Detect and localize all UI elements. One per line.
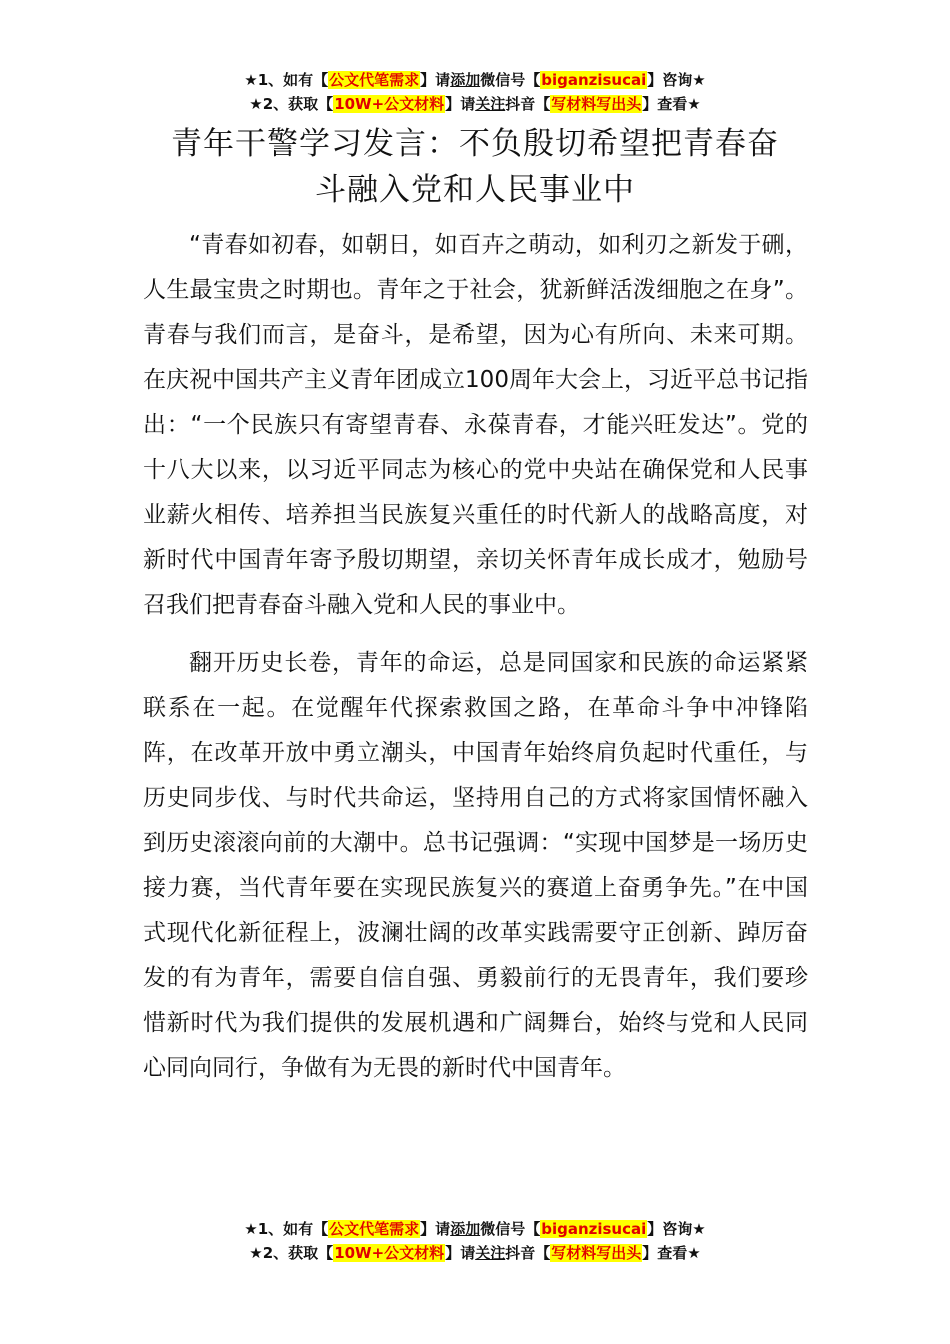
document-title <box>120 121 830 213</box>
promo-text: ★2、获取【 <box>249 95 334 113</box>
promo-text: ★1、如有【 <box>244 71 329 89</box>
highlight-service: 公文代笔需求 <box>329 71 420 89</box>
promo-text: 微信号【 <box>480 71 541 89</box>
promo-text: 】查看★ <box>642 1244 701 1262</box>
underlined-follow: 关注 <box>475 95 506 113</box>
promo-line-1 <box>0 68 950 92</box>
highlight-douyin-id: 写材料写出头 <box>551 1244 642 1262</box>
promo-text: 】请 <box>445 1244 476 1262</box>
promo-line-1 <box>0 1217 950 1241</box>
promo-line-2 <box>0 1241 950 1265</box>
promo-text: 微信号【 <box>480 1220 541 1238</box>
promo-text: 】请 <box>445 95 476 113</box>
highlight-service: 公文代笔需求 <box>329 1220 420 1238</box>
promo-line-2 <box>0 92 950 116</box>
underlined-follow: 关注 <box>475 1244 506 1262</box>
highlight-wechat-id: biganzisucai <box>541 71 647 89</box>
underlined-add: 添加 <box>450 1220 481 1238</box>
footer-promo-banner <box>0 1217 950 1265</box>
highlight-materials: 10W+公文材料 <box>334 95 445 113</box>
promo-text: 抖音【 <box>505 95 551 113</box>
promo-text: ★1、如有【 <box>244 1220 329 1238</box>
highlight-materials: 10W+公文材料 <box>334 1244 445 1262</box>
header-promo-banner <box>0 68 950 116</box>
promo-text: 】请 <box>420 71 451 89</box>
promo-text: ★2、获取【 <box>249 1244 334 1262</box>
title-line-1: 青年干警学习发言：不负殷切希望把青春奋 <box>171 126 779 162</box>
promo-text: 】咨询★ <box>647 1220 706 1238</box>
underlined-add: 添加 <box>450 71 481 89</box>
promo-text: 】咨询★ <box>647 71 706 89</box>
paragraph-1: “青春如初春，如朝日，如百卉之萌动，如利刃之新发于硎，人生最宝贵之时期也。青年之于社会，犹新鲜活泼细胞之在身”。青春与我们而言，是奋斗，是希望，因为心有所向、未来可期。在庆祝中国共产主义青年团成立100周年大会上，习近平总书记指出：“一个民族只有寄望青春、永葆青春，才能兴旺发达”。党的十八大以来，以习近平同志为核心的党中央站在确保党和人民事业薪火相传、培养担当民族复兴重任的时代新人的战略高度，对新时代中国青年寄予殷切期望，亲切关怀青年成长成才，勉励号召我们把青春奋斗融入党和人民的事业中。 <box>143 232 808 618</box>
document-body <box>143 223 808 1104</box>
highlight-douyin-id: 写材料写出头 <box>551 95 642 113</box>
paragraph-2: 翻开历史长卷，青年的命运，总是同国家和民族的命运紧紧联系在一起。在觉醒年代探索救国之路，在革命斗争中冲锋陷阵，在改革开放中勇立潮头，中国青年始终肩负起时代重任，与历史同步伐、与时代共命运，坚持用自己的方式将家国情怀融入到历史滚滚向前的大潮中。总书记强调：“实现中国梦是一场历史接力赛，当代青年要在实现民族复兴的赛道上奋勇争先。”在中国式现代化新征程上，波澜壮阔的改革实践需要守正创新、踔厉奋发的有为青年，需要自信自强、勇毅前行的无畏青年，我们要珍惜新时代为我们提供的发展机遇和广阔舞台，始终与党和人民同心同向同行，争做有为无畏的新时代中国青年。 <box>143 650 808 1081</box>
promo-text: 抖音【 <box>505 1244 551 1262</box>
title-line-2: 斗融入党和人民事业中 <box>315 172 635 208</box>
promo-text: 】查看★ <box>642 95 701 113</box>
highlight-wechat-id: biganzisucai <box>541 1220 647 1238</box>
promo-text: 】请 <box>420 1220 451 1238</box>
